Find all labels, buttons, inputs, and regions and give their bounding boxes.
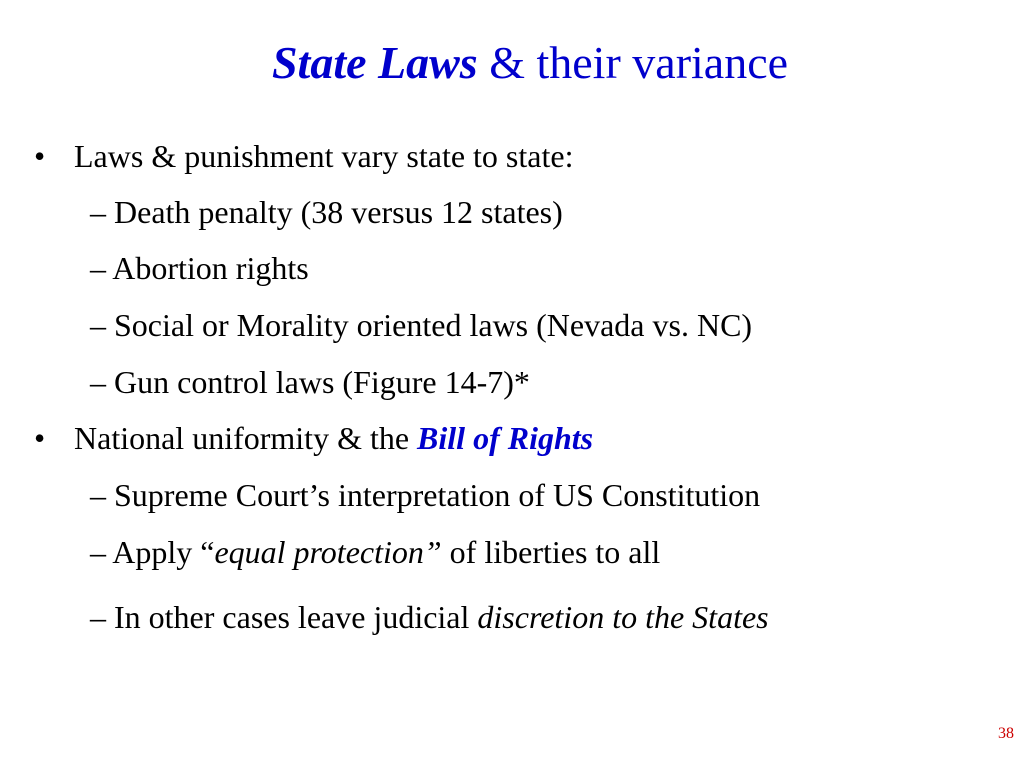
subitem-equal-protection: [90, 532, 660, 572]
bullet-item-national-uniformity: [74, 418, 593, 458]
subitem-gun-control: – Gun control laws (Figure 14-7)*: [90, 364, 530, 400]
subitem-abortion-rights: – Abortion rights: [90, 250, 309, 286]
apply-suffix: of liberties to all: [441, 534, 661, 570]
title-rest: & their variance: [477, 37, 789, 88]
page-number: 38: [998, 725, 1014, 742]
discretion-text: discretion to the States: [477, 599, 769, 635]
national-uniformity-text: National uniformity & the: [74, 420, 418, 456]
subitem-death-penalty: – Death penalty (38 versus 12 states): [90, 194, 563, 230]
apply-prefix: – Apply “: [90, 534, 215, 570]
subitem-social-morality: – Social or Morality oriented laws (Nevada vs. NC): [90, 307, 753, 343]
bill-of-rights-text: Bill of Rights: [417, 420, 594, 456]
discretion-prefix: – In other cases leave judicial: [90, 599, 478, 635]
subitem-discretion: [90, 597, 769, 637]
bullet-marker: •: [34, 138, 46, 174]
slide-title: [0, 28, 1024, 98]
bullet-marker: •: [34, 420, 46, 456]
equal-protection-text: equal protection”: [214, 534, 442, 570]
subitem-supreme-court: – Supreme Court’s interpretation of US Constitution: [90, 477, 761, 513]
title-emphasis: State Laws: [271, 37, 478, 88]
bullet-item-laws: Laws & punishment vary state to state:: [74, 138, 574, 174]
